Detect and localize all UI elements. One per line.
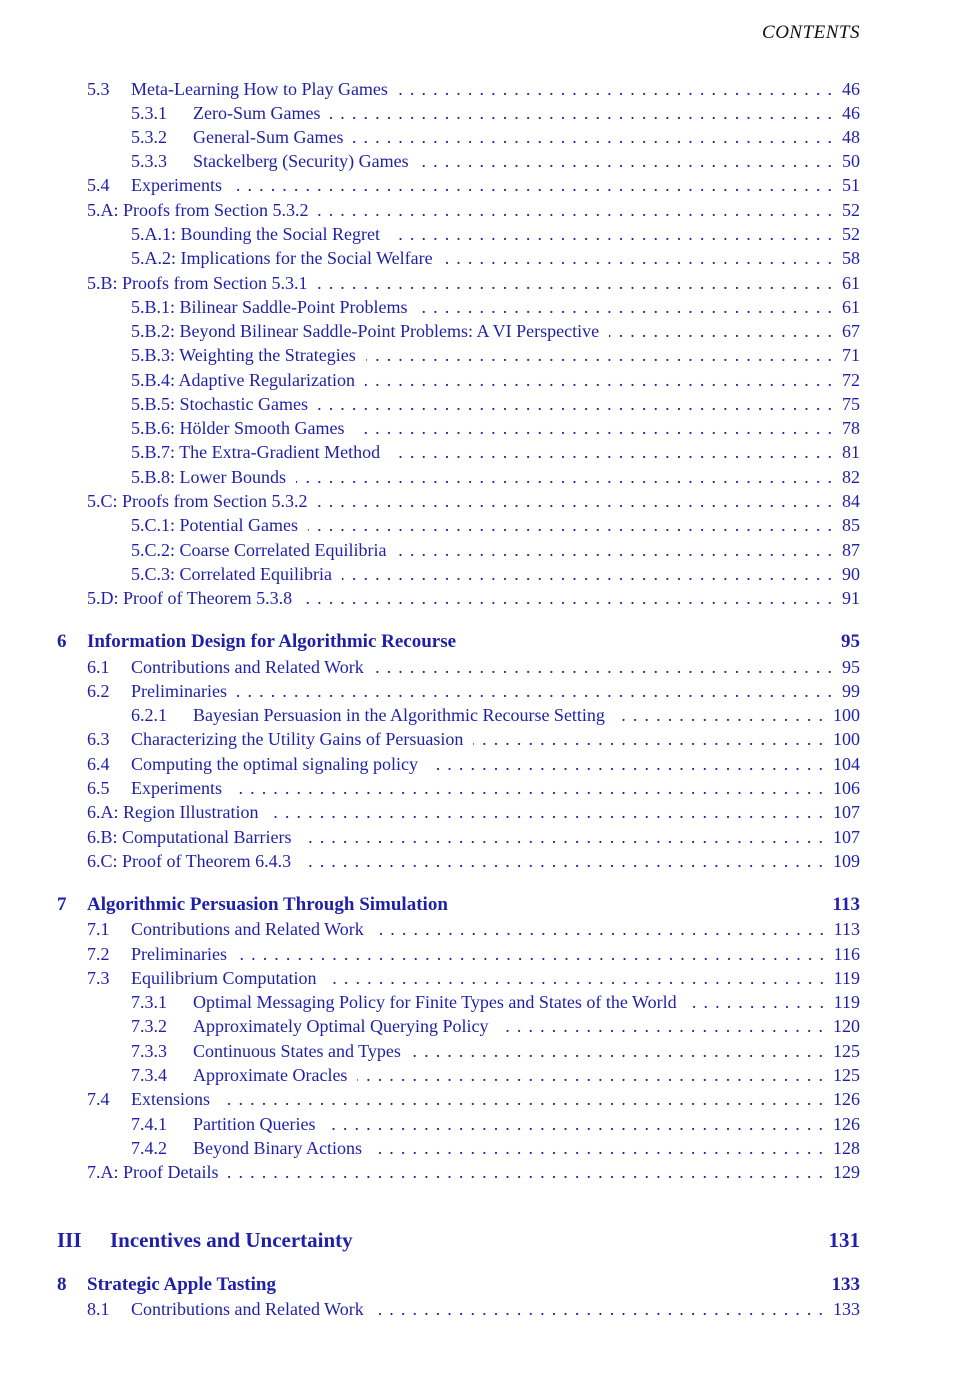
dot-leader (473, 727, 823, 751)
toc-entry-number: 6.2 (87, 681, 110, 701)
toc-chapter-entry[interactable] (0, 1273, 966, 1297)
toc-entry[interactable] (0, 1087, 966, 1111)
toc-entry-number: 7.2 (87, 944, 110, 964)
toc-entry[interactable] (0, 343, 966, 367)
toc-entry-page: 51 (842, 175, 860, 195)
toc-entry-title: Information Design for Algorithmic Recourse (87, 631, 457, 652)
toc-entry-page: 52 (842, 200, 860, 220)
toc-entry-title: 5.B.8: Lower Bounds (131, 467, 286, 487)
toc-entry-number: 5.4 (87, 175, 110, 195)
dot-leader (357, 1063, 823, 1087)
toc-entry-title: 5.B: Proofs from Section 5.3.1 (87, 273, 308, 293)
toc-entry-number: 8 (57, 1274, 67, 1295)
dot-leader (301, 825, 823, 849)
toc-entry-page: 71 (842, 345, 860, 365)
toc-entry-title: Incentives and Uncertainty (110, 1228, 353, 1252)
dot-leader (365, 368, 832, 392)
toc-entry[interactable] (0, 776, 966, 800)
dot-leader (398, 77, 832, 101)
toc-entry-title: Experiments (131, 175, 222, 195)
dot-leader (318, 271, 832, 295)
toc-entry-page: 126 (833, 1114, 860, 1134)
dot-leader (428, 752, 823, 776)
toc-entry-page: 46 (842, 103, 860, 123)
toc-entry[interactable] (0, 173, 966, 197)
toc-entry-title: 5.C: Proofs from Section 5.3.2 (87, 491, 308, 511)
toc-entry-title: 5.B.7: The Extra-Gradient Method (131, 442, 381, 462)
toc-entry-page: 119 (833, 968, 860, 988)
toc-entry-title: Optimal Messaging Policy for Finite Types and States of the World (193, 992, 677, 1012)
toc-entry[interactable] (0, 149, 966, 173)
toc-entry[interactable] (0, 990, 966, 1014)
toc-entry-title: Equilibrium Computation (131, 968, 317, 988)
dot-leader (220, 1087, 823, 1111)
toc-entry-title: Approximately Optimal Querying Policy (193, 1016, 489, 1036)
dot-leader (609, 319, 832, 343)
toc-entry-page: 84 (842, 491, 860, 511)
toc-entry-page: 100 (833, 729, 860, 749)
toc-entry-title: 5.B.4: Adaptive Regularization (131, 370, 355, 390)
toc-entry-page: 67 (842, 321, 860, 341)
toc-entry[interactable] (0, 246, 966, 270)
toc-entry-title: 5.C.2: Coarse Correlated Equilibria (131, 540, 387, 560)
toc-entry-number: 7.4.1 (131, 1114, 167, 1134)
dot-leader (355, 416, 832, 440)
toc-entry-page: 128 (833, 1138, 860, 1158)
toc-entry[interactable] (0, 77, 966, 101)
dot-leader (318, 198, 832, 222)
toc-entry-page: 95 (842, 657, 860, 677)
toc-entry[interactable] (0, 368, 966, 392)
dot-leader (325, 1112, 823, 1136)
toc-entry[interactable] (0, 727, 966, 751)
dot-leader (374, 655, 832, 679)
dot-leader (342, 562, 832, 586)
toc-entry[interactable] (0, 917, 966, 941)
dot-leader (232, 776, 823, 800)
toc-entry-number: III (57, 1228, 82, 1252)
toc-entry-number: 6.5 (87, 778, 110, 798)
toc-entry[interactable] (0, 800, 966, 824)
toc-entry-title: Computing the optimal signaling policy (131, 754, 418, 774)
dot-leader (353, 125, 832, 149)
dot-leader (443, 246, 832, 270)
dot-leader (268, 800, 823, 824)
toc-entry-page: 129 (833, 1162, 860, 1182)
toc-entry[interactable] (0, 1297, 966, 1321)
toc-entry-page: 87 (842, 540, 860, 560)
toc-entry-title: 5.B.6: Hölder Smooth Games (131, 418, 345, 438)
toc-entry[interactable] (0, 222, 966, 246)
toc-entry-title: Contributions and Related Work (131, 919, 364, 939)
toc-entry-title: Beyond Binary Actions (193, 1138, 362, 1158)
dot-leader (390, 440, 832, 464)
toc-entry-page: 46 (842, 79, 860, 99)
toc-chapter-entry[interactable] (0, 893, 966, 917)
toc-entry-page: 133 (833, 1299, 860, 1319)
toc-entry-page: 126 (833, 1089, 860, 1109)
toc-entry-title: Zero-Sum Games (193, 103, 321, 123)
toc-entry[interactable] (0, 849, 966, 873)
toc-entry-page: 100 (833, 705, 860, 725)
toc-entry-page: 52 (842, 224, 860, 244)
toc-entry-number: 8.1 (87, 1299, 110, 1319)
toc-entry[interactable] (0, 1063, 966, 1087)
toc-entry-number: 7.3.4 (131, 1065, 167, 1085)
toc-entry[interactable] (0, 538, 966, 562)
toc-entry-title: Meta-Learning How to Play Games (131, 79, 388, 99)
dot-leader (237, 679, 832, 703)
toc-entry-page: 72 (842, 370, 860, 390)
dot-leader (327, 966, 824, 990)
dot-leader (308, 513, 832, 537)
toc-entry[interactable] (0, 440, 966, 464)
dot-leader (390, 222, 832, 246)
toc-entry-page: 133 (831, 1274, 860, 1295)
toc-entry-number: 6.4 (87, 754, 110, 774)
toc-entry[interactable] (0, 125, 966, 149)
toc-entry[interactable] (0, 703, 966, 727)
toc-entry-number: 6.2.1 (131, 705, 167, 725)
toc-entry-number: 7.1 (87, 919, 110, 939)
toc-entry-title: 6.B: Computational Barriers (87, 827, 292, 847)
toc-entry-page: 131 (828, 1228, 860, 1252)
toc-entry-page: 99 (842, 681, 860, 701)
toc-entry-number: 5.3 (87, 79, 110, 99)
toc-entry-title: Extensions (131, 1089, 210, 1109)
toc-entry-number: 5.3.3 (131, 151, 167, 171)
toc-entry-page: 61 (842, 273, 860, 293)
toc-entry-title: 5.B.3: Weighting the Strategies (131, 345, 356, 365)
toc-entry-number: 7.3.1 (131, 992, 167, 1012)
toc-entry-number: 6 (57, 631, 67, 652)
toc-entry-title: 5.C.1: Potential Games (131, 515, 298, 535)
toc-entry-page: 82 (842, 467, 860, 487)
toc-entry-title: 5.B.2: Beyond Bilinear Saddle-Point Problems: A VI Perspective (131, 321, 600, 341)
toc-entry-title: 5.A.1: Bounding the Social Regret (131, 224, 380, 244)
dot-leader (237, 942, 824, 966)
toc-entry-title: 6.A: Region Illustration (87, 802, 259, 822)
toc-entry-title: 5.C.3: Correlated Equilibria (131, 564, 332, 584)
toc-entry[interactable] (0, 1039, 966, 1063)
toc-entry-page: 61 (842, 297, 860, 317)
dot-leader (301, 849, 823, 873)
toc-entry[interactable] (0, 966, 966, 990)
toc-entry-page: 119 (833, 992, 860, 1012)
toc-entry[interactable] (0, 679, 966, 703)
toc-entry-title: Continuous States and Types (193, 1041, 401, 1061)
toc-entry-title: 5.B.1: Bilinear Saddle-Point Problems (131, 297, 408, 317)
toc-entry[interactable] (0, 1112, 966, 1136)
toc-entry-number: 5.3.2 (131, 127, 167, 147)
toc-entry-title: Contributions and Related Work (131, 1299, 364, 1319)
toc-entry[interactable] (0, 752, 966, 776)
toc-entry-page: 125 (833, 1041, 860, 1061)
dot-leader (318, 392, 832, 416)
toc-entry[interactable] (0, 465, 966, 489)
toc-entry-title: 5.B.5: Stochastic Games (131, 394, 308, 414)
dot-leader (296, 465, 832, 489)
dot-leader (228, 1160, 823, 1184)
toc-entry-page: 50 (842, 151, 860, 171)
toc-entry-title: Stackelberg (Security) Games (193, 151, 409, 171)
toc-entry-number: 7.3.3 (131, 1041, 167, 1061)
toc-chapter-entry[interactable] (0, 630, 966, 654)
toc-entry-title: Algorithmic Persuasion Through Simulation (87, 894, 448, 915)
toc-entry-page: 58 (842, 248, 860, 268)
toc-entry-page: 78 (842, 418, 860, 438)
toc-entry-page: 125 (833, 1065, 860, 1085)
toc-entry[interactable] (0, 513, 966, 537)
toc-entry[interactable] (0, 1160, 966, 1184)
toc-entry[interactable] (0, 319, 966, 343)
toc-entry-page: 107 (833, 802, 860, 822)
toc-entry-page: 90 (842, 564, 860, 584)
toc-entry-title: 6.C: Proof of Theorem 6.4.3 (87, 851, 292, 871)
toc-entry-number: 5.3.1 (131, 103, 167, 123)
toc-entry-number: 7.4.2 (131, 1138, 167, 1158)
toc-entry[interactable] (0, 562, 966, 586)
toc-part-entry[interactable] (0, 1228, 966, 1252)
dot-leader (419, 149, 832, 173)
dot-leader (318, 489, 832, 513)
running-header: CONTENTS (762, 22, 860, 43)
toc-entry-page: 107 (833, 827, 860, 847)
toc-entry-page: 48 (842, 127, 860, 147)
toc-entry-title: Characterizing the Utility Gains of Persuasion (131, 729, 464, 749)
toc-entry-title: Approximate Oracles (193, 1065, 348, 1085)
toc-entry-title: 7.A: Proof Details (87, 1162, 219, 1182)
toc-entry-number: 7.4 (87, 1089, 110, 1109)
toc-entry-page: 75 (842, 394, 860, 414)
dot-leader (330, 101, 832, 125)
toc-entry-title: Experiments (131, 778, 222, 798)
toc-entry-title: Partition Queries (193, 1114, 316, 1134)
toc-entry[interactable] (0, 271, 966, 295)
dot-leader (615, 703, 823, 727)
toc-entry-title: Contributions and Related Work (131, 657, 364, 677)
dot-leader (372, 1136, 823, 1160)
toc-entry-title: 5.D: Proof of Theorem 5.3.8 (87, 588, 293, 608)
toc-entry-number: 7.3 (87, 968, 110, 988)
dot-leader (498, 1014, 823, 1038)
toc-entry-page: 113 (833, 919, 860, 939)
toc-entry-title: General-Sum Games (193, 127, 344, 147)
toc-entry-number: 6.1 (87, 657, 110, 677)
toc-entry[interactable] (0, 1014, 966, 1038)
dot-leader (396, 538, 832, 562)
toc-entry-page: 120 (833, 1016, 860, 1036)
toc-entry-title: Preliminaries (131, 944, 227, 964)
toc-entry-number: 7 (57, 894, 67, 915)
dot-leader (411, 1039, 823, 1063)
toc-entry-number: 7.3.2 (131, 1016, 167, 1036)
dot-leader (687, 990, 824, 1014)
dot-leader (418, 295, 832, 319)
toc-entry[interactable] (0, 489, 966, 513)
toc-entry-page: 116 (833, 944, 860, 964)
toc-entry-page: 81 (842, 442, 860, 462)
toc-entry-page: 104 (833, 754, 860, 774)
dot-leader (232, 173, 832, 197)
toc-entry-title: Strategic Apple Tasting (87, 1274, 276, 1295)
toc-entry-page: 95 (841, 631, 860, 652)
toc-entry-page: 109 (833, 851, 860, 871)
toc-entry[interactable] (0, 416, 966, 440)
toc-entry[interactable] (0, 1136, 966, 1160)
toc-entry-title: Bayesian Persuasion in the Algorithmic Recourse Setting (193, 705, 605, 725)
toc-entry-page: 106 (833, 778, 860, 798)
toc-entry-title: Preliminaries (131, 681, 227, 701)
toc-entry-page: 85 (842, 515, 860, 535)
dot-leader (374, 917, 824, 941)
toc-entry[interactable] (0, 198, 966, 222)
toc-entry[interactable] (0, 825, 966, 849)
dot-leader (366, 343, 832, 367)
dot-leader (302, 586, 832, 610)
toc-entry[interactable] (0, 586, 966, 610)
toc-entry-number: 6.3 (87, 729, 110, 749)
toc-entry-page: 113 (832, 894, 860, 915)
toc-entry[interactable] (0, 942, 966, 966)
dot-leader (374, 1297, 823, 1321)
toc-entry[interactable] (0, 101, 966, 125)
toc-entry[interactable] (0, 295, 966, 319)
toc-entry-title: 5.A: Proofs from Section 5.3.2 (87, 200, 309, 220)
toc-entry-page: 91 (842, 588, 860, 608)
toc-entry-title: 5.A.2: Implications for the Social Welfare (131, 248, 433, 268)
toc-entry[interactable] (0, 655, 966, 679)
toc-entry[interactable] (0, 392, 966, 416)
